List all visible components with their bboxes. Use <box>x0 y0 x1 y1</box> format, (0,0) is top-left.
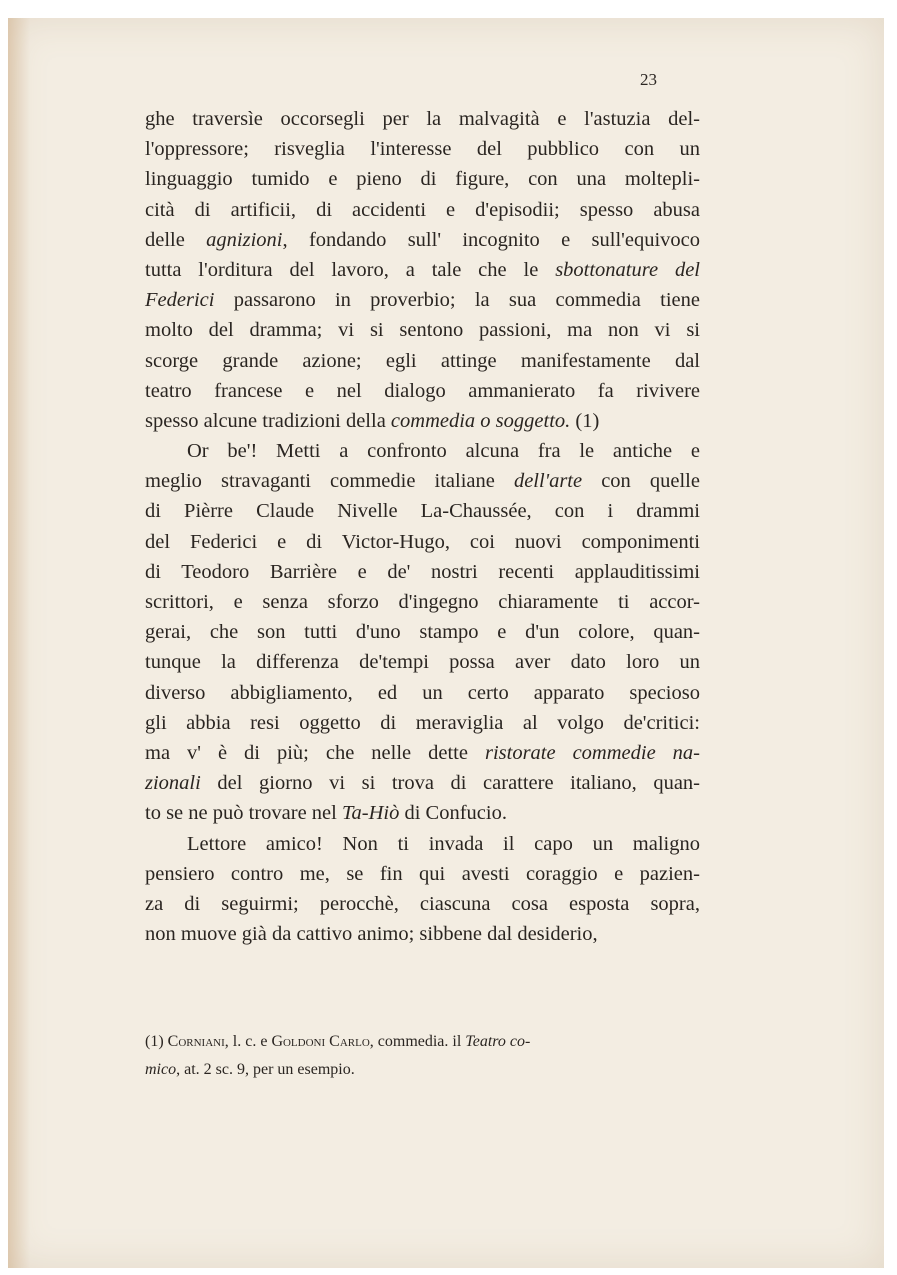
text-line: di Pièrre Claude Nivelle La-Chaussée, con i drammi <box>145 500 700 523</box>
footnote-line: mico, at. 2 sc. 9, per un esempio. <box>145 1061 355 1078</box>
text-line: to se ne può trovare nel Ta-Hiò di Confucio. <box>145 802 507 825</box>
text-line: za di seguirmi; perocchè, ciascuna cosa esposta sopra, <box>145 892 700 915</box>
text-line: gli abbia resi oggetto di meraviglia al volgo de'critici: <box>145 711 700 734</box>
text-line: delle agnizioni, fondando sull' incognito e sull'equivoco <box>145 228 700 251</box>
text-line: tunque la differenza de'tempi possa aver dato loro un <box>145 651 700 674</box>
text-line: pensiero contro me, se fin qui avesti coraggio e pazien- <box>145 862 700 885</box>
text-line: del Federici e di Victor-Hugo, coi nuovi componimenti <box>145 530 700 553</box>
text-line: gerai, che son tutti d'uno stampo e d'un colore, quan- <box>145 621 700 644</box>
footnote <box>145 1028 700 1084</box>
text-line: Or be'! Metti a confronto alcuna fra le antiche e <box>187 440 700 463</box>
text-line: Federici passarono in proverbio; la sua commedia tiene <box>145 289 700 312</box>
text-line: ma v' è di più; che nelle dette ristorate commedie na- <box>145 741 700 764</box>
text-line: meglio stravaganti commedie italiane dell'arte con quelle <box>145 470 700 493</box>
text-line: l'oppressore; risveglia l'interesse del pubblico con un <box>145 138 700 161</box>
text-line: teatro francese e nel dialogo ammanierato fa rivivere <box>145 379 700 402</box>
text-line: cità di artificii, di accidenti e d'episodii; spesso abusa <box>145 198 700 221</box>
text-line: diverso abbigliamento, ed un certo apparato specioso <box>145 681 700 704</box>
paper-edge-stain <box>8 18 30 1268</box>
text-line: zionali del giorno vi si trova di carattere italiano, quan- <box>145 772 700 795</box>
text-line: di Teodoro Barrière e de' nostri recenti applauditissimi <box>145 560 700 583</box>
text-line: Lettore amico! Non ti invada il capo un maligno <box>187 832 700 855</box>
page-number: 23 <box>640 70 657 89</box>
text-line: scorge grande azione; egli attinge manifestamente dal <box>145 349 700 372</box>
text-line: spesso alcune tradizioni della commedia o soggetto. (1) <box>145 409 600 432</box>
body-text <box>145 104 700 949</box>
footnote-line: (1) Corniani, l. c. e Goldoni Carlo, commedia. il Teatro co- <box>145 1033 531 1050</box>
text-line: molto del dramma; vi si sentono passioni, ma non vi si <box>145 319 700 342</box>
text-line: linguaggio tumido e pieno di figure, con una moltepli- <box>145 168 700 191</box>
text-line: scrittori, e senza sforzo d'ingegno chiaramente ti accor- <box>145 591 700 613</box>
text-line: non muove già da cattivo animo; sibbene dal desiderio, <box>145 923 598 946</box>
text-line: ghe traversìe occorsegli per la malvagità e l'astuzia del- <box>145 108 700 130</box>
text-line: tutta l'orditura del lavoro, a tale che le sbottonature del <box>145 258 700 281</box>
